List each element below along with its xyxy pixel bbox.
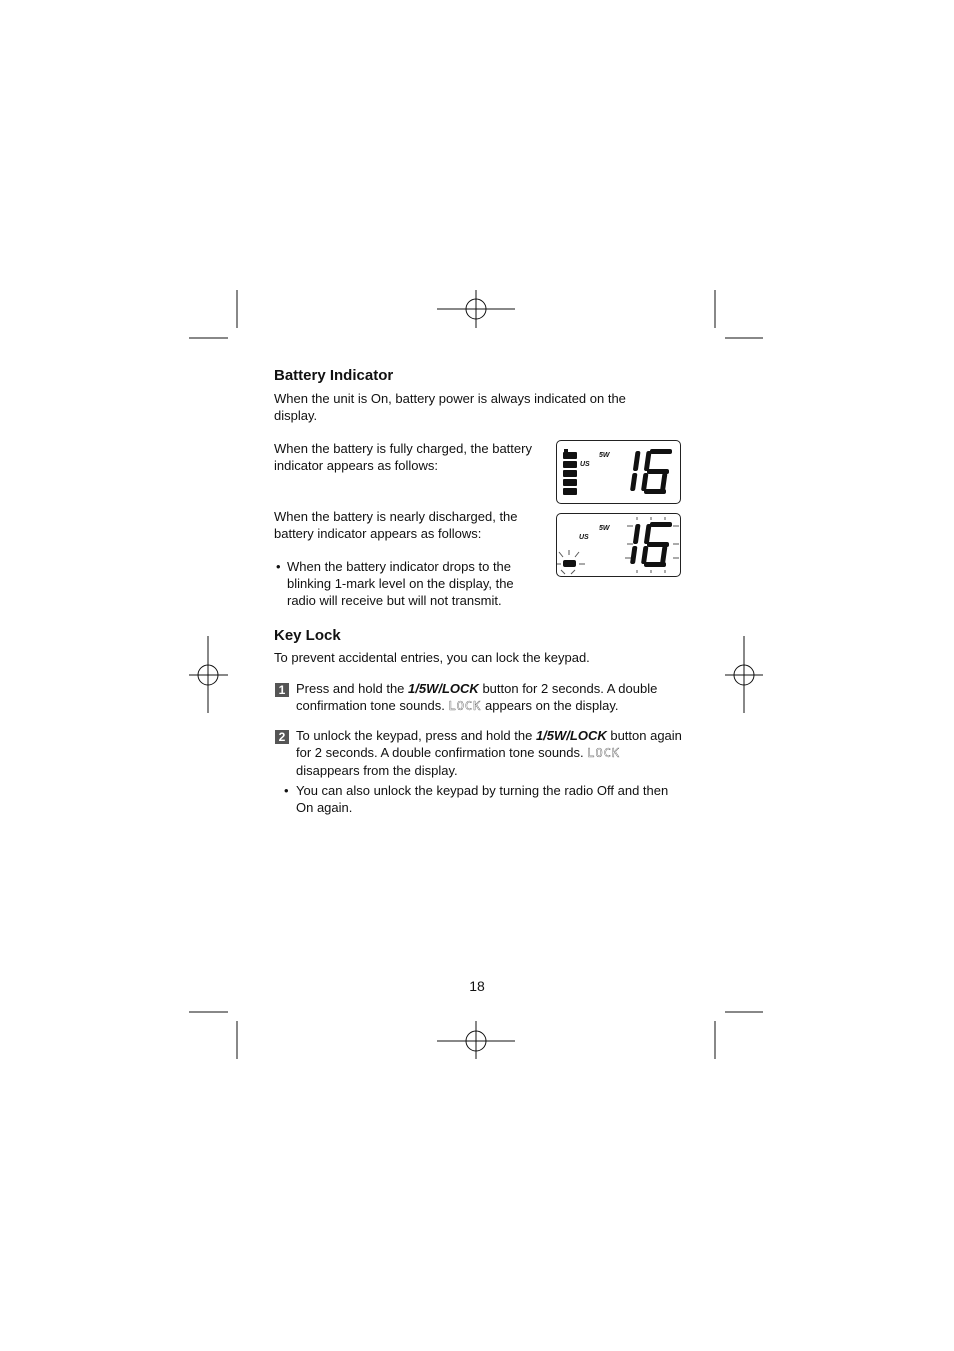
step-1-text [296,680,686,715]
lcd-low-battery [556,513,681,577]
lcd-region: US [580,461,590,468]
step-2-part: disappears from the display. [296,763,458,778]
step-1-badge [275,681,289,699]
lcd-region: US [579,534,589,541]
bullet-dot: • [284,783,289,798]
step-2-part: To unlock the keypad, press and hold the [296,728,536,743]
step-2-badge [275,728,289,746]
bullet-dot: • [276,559,281,574]
keylock-intro: To prevent accidental entries, you can lock the keypad. [274,650,590,665]
keylock-bullet: You can also unlock the keypad by turning the radio Off and then On again. [296,783,669,815]
step-2-number: 2 [275,730,289,744]
battery-full-text: When the battery is fully charged, the battery indicator appears as follows: [274,441,532,473]
lcd-low-graphic [557,514,680,576]
lock-lcd-text: LOCK [448,699,482,713]
step-1-part: button for 2 seconds. A double confirmation tone sounds. [296,681,658,713]
battery-heading: Battery Indicator [274,367,394,384]
lcd-full-battery [556,440,681,504]
step-1-part: Press and hold the [296,681,409,696]
battery-bullet: When the battery indicator drops to the blinking 1-mark level on the display, the radio will receive but will not transmit. [287,559,514,608]
lcd-full-graphic [557,441,680,503]
step-1-number: 1 [275,683,289,697]
battery-intro: When the unit is On, battery power is always indicated on the display. [274,391,626,423]
keylock-heading: Key Lock [274,627,341,644]
lock-button-name: 1/5W/LOCK [408,681,479,696]
step-2-part: button again for 2 seconds. A double confirmation tone sounds. [296,728,682,760]
step-2-text [296,727,686,779]
lcd-power: 5W [599,452,610,459]
step-1-part: appears on the display. [481,698,619,713]
lcd-power: 5W [599,525,610,532]
page-number: 18 [469,978,485,994]
battery-low-text: When the battery is nearly discharged, the battery indicator appears as follows: [274,509,518,541]
lock-button-name: 1/5W/LOCK [535,728,607,743]
lock-lcd-text: LOCK [587,746,621,760]
